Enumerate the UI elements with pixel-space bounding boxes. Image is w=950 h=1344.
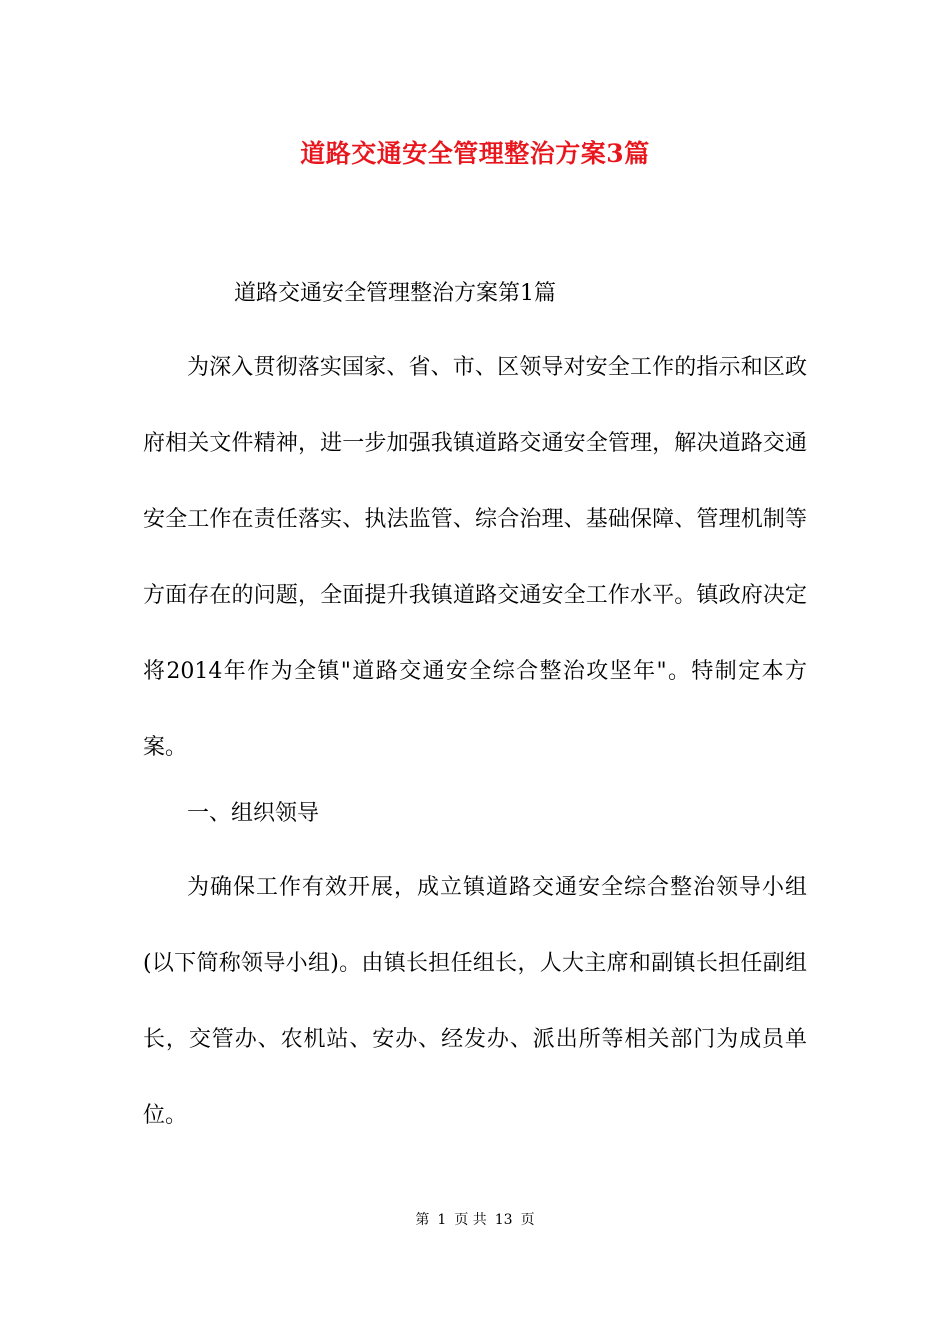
footer-current-page: 1 <box>437 1212 447 1228</box>
footer-total-pages: 13 <box>494 1212 513 1228</box>
body-paragraph-organization: 为确保工作有效开展，成立镇道路交通安全综合整治领导小组(以下简称领导小组)。由镇长担任组长，人大主席和副镇长担任副组长，交管办、农机站、安办、经发办、派出所等相关部门为成员单位。 <box>143 875 807 1128</box>
body-paragraph-intro: 为深入贯彻落实国家、省、市、区领导对安全工作的指示和区政府相关文件精神，进一步加强我镇道路交通安全管理，解决道路交通安全工作在责任落实、执法监管、综合治理、基础保障、管理机制等方面存在的问题，全面提升我镇道路交通安全工作水平。镇政府决定将2014年作为全镇"道路交通安全综合整治攻坚年"。特制定本方案。 <box>143 355 807 760</box>
section-heading-organization: 一、组织领导 <box>187 801 320 826</box>
page-footer <box>0 1210 950 1230</box>
footer-mid: 页 共 <box>454 1212 487 1228</box>
footer-prefix: 第 <box>415 1212 430 1228</box>
document-title: 道路交通安全管理整治方案3篇 <box>300 139 650 168</box>
footer-suffix: 页 <box>520 1212 535 1228</box>
section-subtitle: 道路交通安全管理整治方案第1篇 <box>234 281 556 306</box>
